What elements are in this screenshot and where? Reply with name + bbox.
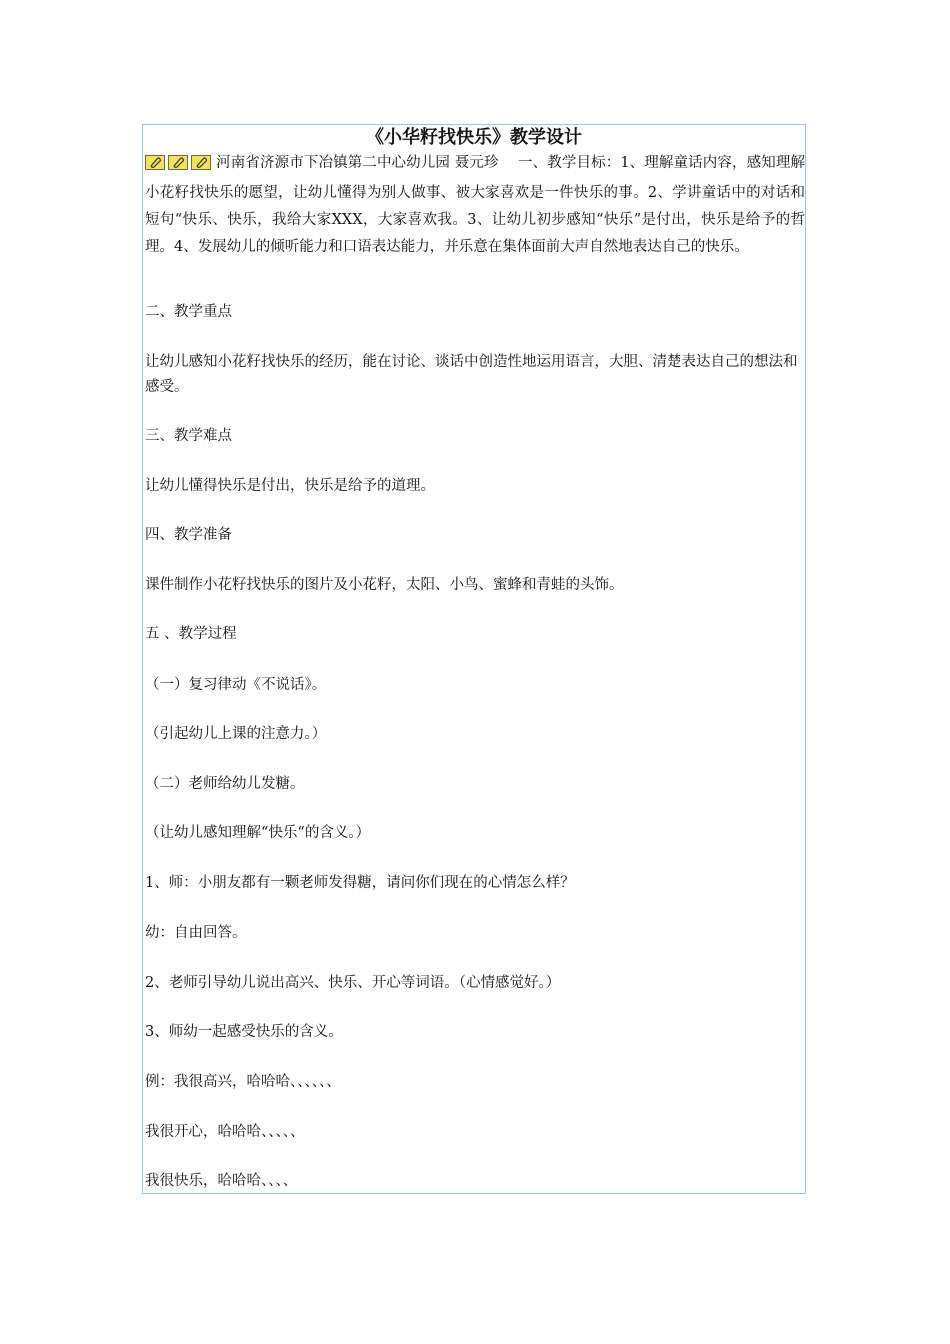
key-points-text: 让幼儿感知小花籽找快乐的经历，能在讨论、谈话中创造性地运用语言，大胆、清楚表达自己的想法和感受。 (145, 354, 798, 395)
intro-paragraph (145, 150, 805, 261)
process-step-2: （二）老师给幼儿发糖。 (145, 776, 305, 792)
process-note-2: （让幼儿感知理解“快乐“的含义。） (145, 825, 371, 841)
process-step-1: （一）复习律动《不说话》。 (145, 677, 327, 693)
paperclip-icon[interactable] (191, 155, 211, 170)
difficulties-text: 让幼儿懂得快乐是付出，快乐是给予的道理。 (145, 478, 435, 494)
process-item-answer: 幼：自由回答。 (145, 925, 247, 941)
attachment-icons (145, 153, 214, 180)
section-heading-difficulties: 三、教学难点 (145, 428, 232, 444)
example-line-1: 例：我很高兴，哈哈哈、、、、、、 (145, 1074, 341, 1090)
process-item-1: 1、师：小朋友都有一颗老师发得糖，请问你们现在的心情怎么样？ (145, 875, 575, 891)
preparation-text: 课件制作小花籽找快乐的图片及小花籽，太阳、小鸟、蜜蜂和青蛙的头饰。 (145, 577, 624, 593)
process-item-3: 3、师幼一起感受快乐的含义。 (145, 1024, 343, 1040)
section-heading-key-points: 二、教学重点 (145, 304, 232, 320)
intro-text: 河南省济源市下冶镇第二中心幼儿园 聂元珍 一、教学目标：1、理解童话内容，感知理解小花籽找快乐的愿望，让幼儿懂得为别人做事、被大家喜欢是一件快乐的事。2、学讲童话中的对话和短句“快乐、快乐，我给大家XXX，大家喜欢我。3、让幼儿初步感知“快乐”是付出，快乐是给予的哲理。4、发展幼儿的倾听能力和口语表达能力，并乐意在集体面前大声自然地表达自己的快乐。 (145, 155, 805, 255)
example-line-2: 我很开心，哈哈哈、、、、、 (145, 1124, 305, 1140)
section-heading-process: 五 、教学过程 (145, 626, 237, 642)
process-note-1: （引起幼儿上课的注意力。） (145, 726, 327, 742)
example-line-3: 我很快乐，哈哈哈、、、、 (145, 1173, 298, 1189)
section-heading-preparation: 四、教学准备 (145, 527, 232, 543)
paperclip-icon[interactable] (145, 155, 165, 170)
document-title: 《小华籽找快乐》教学设计 (366, 127, 582, 148)
paperclip-icon[interactable] (168, 155, 188, 170)
process-item-2: 2、老师引导幼儿说出高兴、快乐、开心等词语。（心情感觉好。） (145, 975, 561, 991)
